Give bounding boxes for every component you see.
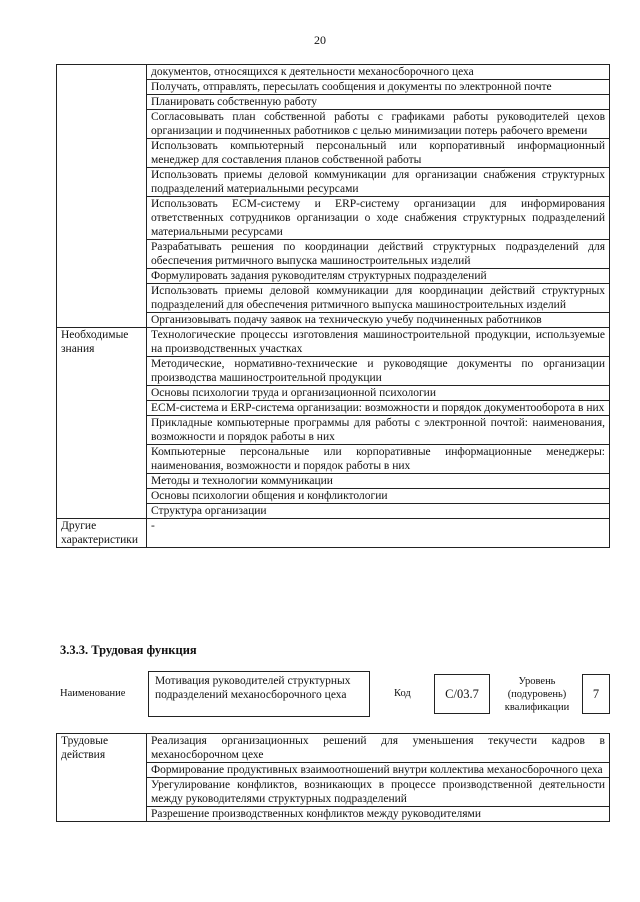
level-label: Уровень (подуровень) квалификации <box>504 676 570 713</box>
skill-item: Использовать компьютерный персональный или корпоративный информационный менеджер для составления планов собственной работы <box>147 139 610 168</box>
other-item: - <box>147 519 610 548</box>
knowledge-item: Основы психологии общения и конфликтологии <box>147 489 610 504</box>
code-label: Код <box>394 688 411 699</box>
knowledge-item: Методические, нормативно-технические и руководящие документы по организации производства машиностроительной продукции <box>147 357 610 386</box>
skill-item: Получать, отправлять, пересылать сообщения и документы по электронной почте <box>147 80 610 95</box>
action-item: Формирование продуктивных взаимоотношений внутри коллектива механосборочного цеха <box>147 763 610 778</box>
skill-item: Планировать собственную работу <box>147 95 610 110</box>
skill-item: Использовать ECM-систему и ERP-систему организации для информирования ответственных сотрудников организации о ходе снабжения структурных подразделений материальными ресурсами <box>147 197 610 240</box>
skill-item: Использовать приемы деловой коммуникации для координации действий структурных подразделений для обеспечения ритмичного выпуска машиностроительных изделий <box>147 284 610 313</box>
skill-item: документов, относящихся к деятельности механосборочного цеха <box>147 65 610 80</box>
knowledge-item: Методы и технологии коммуникации <box>147 474 610 489</box>
table-row <box>57 734 610 763</box>
skill-item: Организовывать подачу заявок на техническую учебу подчиненных работников <box>147 313 610 328</box>
table-row <box>57 65 610 80</box>
action-item: Урегулирование конфликтов, возникающих в процессе производственной деятельности между руководителями структурных подразделений <box>147 778 610 807</box>
action-item: Разрешение производственных конфликтов между руководителями <box>147 807 610 822</box>
knowledge-item: Компьютерные персональные или корпоративные информационные менеджеры: наименования, возможности и порядок работы в них <box>147 445 610 474</box>
skills-table <box>56 64 610 548</box>
actions-table <box>56 733 610 822</box>
skill-item: Согласовывать план собственной работы с графиками работы руководителей цехов организации и подчиненных работников с целью минимизации потерь рабочего времени <box>147 110 610 139</box>
row-label-knowledge: Необходимые знания <box>57 328 147 519</box>
section-heading: 3.3.3. Трудовая функция <box>60 643 197 657</box>
table-row <box>57 328 610 357</box>
level-value: 7 <box>582 674 610 714</box>
name-value: Мотивация руководителей структурных подразделений механосборочного цеха <box>148 671 370 717</box>
knowledge-item: Структура организации <box>147 504 610 519</box>
skill-item: Использовать приемы деловой коммуникации для организации снабжения структурных подразделений материальными ресурсами <box>147 168 610 197</box>
row-label-actions: Трудовые действия <box>57 734 147 822</box>
page-number: 20 <box>314 33 326 47</box>
skill-item: Разрабатывать решения по координации действий структурных подразделений для обеспечения ритмичного выпуска машиностроительных изделий <box>147 240 610 269</box>
row-label-other: Другие характеристики <box>57 519 147 548</box>
action-item: Реализация организационных решений для уменьшения текучести кадров в механосборочном цехе <box>147 734 610 763</box>
code-value: C/03.7 <box>434 674 490 714</box>
row-label <box>57 65 147 328</box>
skill-item: Формулировать задания руководителям структурных подразделений <box>147 269 610 284</box>
knowledge-item: ECM-система и ERP-система организации: возможности и порядок документооборота в них <box>147 401 610 416</box>
knowledge-item: Прикладные компьютерные программы для работы с электронной почтой: наименования, возможности и порядок работы в них <box>147 416 610 445</box>
name-label: Наименование <box>60 688 126 699</box>
knowledge-item: Технологические процессы изготовления машиностроительной продукции, используемые на производственных участках <box>147 328 610 357</box>
table-row <box>57 519 610 548</box>
knowledge-item: Основы психологии труда и организационной психологии <box>147 386 610 401</box>
